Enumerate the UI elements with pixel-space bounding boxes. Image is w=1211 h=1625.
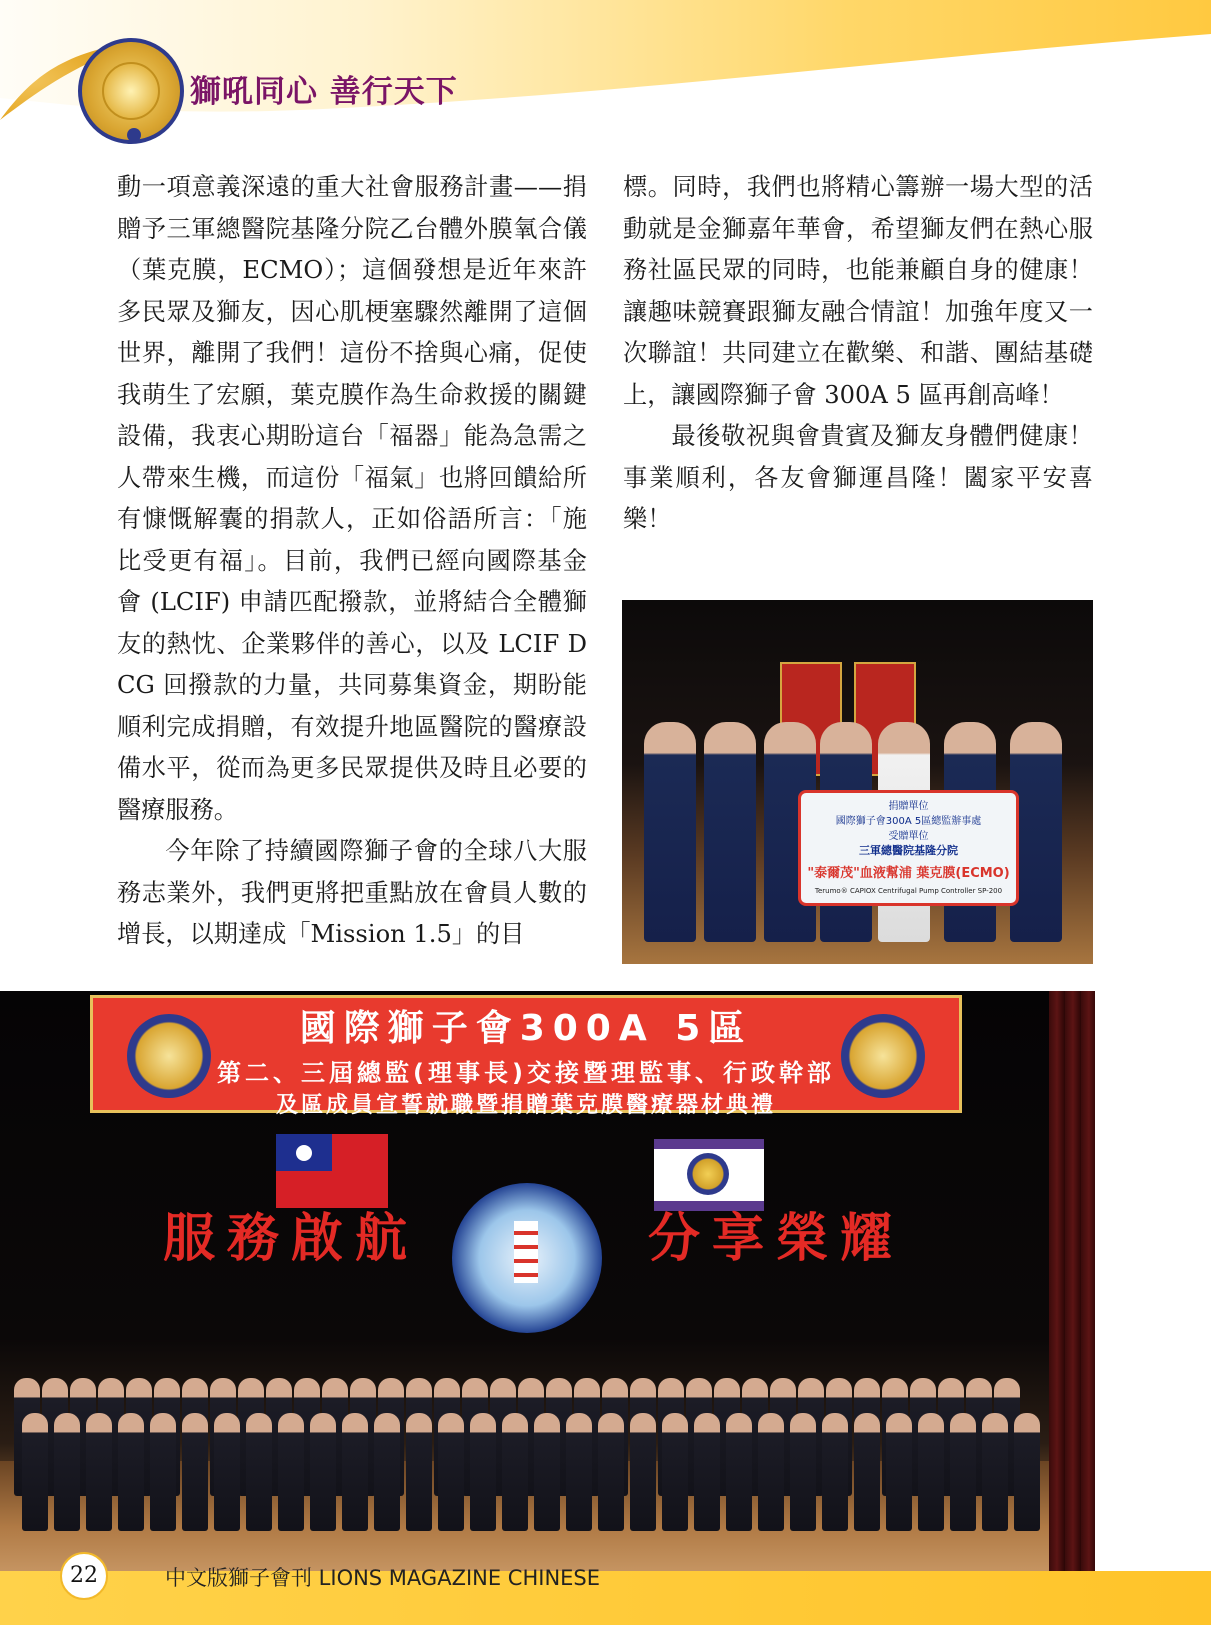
crowd-person [758, 1413, 784, 1531]
district-lighthouse-badge-icon [452, 1183, 602, 1333]
crowd-person [438, 1413, 464, 1531]
sign-line: 國際獅子會300A 5區總監辦事處 [835, 816, 982, 827]
article-left-column [117, 167, 587, 956]
crowd-front-row [10, 1411, 1050, 1531]
stage-banner [90, 995, 962, 1118]
district-badge-icon [841, 1014, 925, 1098]
lions-district-logo [78, 38, 184, 144]
crowd-person [566, 1413, 592, 1531]
photo-person [704, 722, 756, 942]
slogan-left: 服務啟航 [163, 1208, 420, 1269]
crowd-person [534, 1413, 560, 1531]
banner-line: 第二、三屆總監(理事長)交接暨理監事、行政幹部 [217, 1059, 835, 1087]
crowd-person [214, 1413, 240, 1531]
crowd-person [822, 1413, 848, 1531]
slogan-right: 分享榮耀 [648, 1208, 905, 1269]
crowd-person [726, 1413, 752, 1531]
sign-line: 受贈單位 [888, 831, 929, 842]
lions-l-icon [127, 128, 141, 142]
lions-international-badge-icon [127, 1014, 211, 1098]
crowd-person [598, 1413, 624, 1531]
logo-emblem-icon [102, 62, 160, 120]
crowd-person [22, 1413, 48, 1531]
sign-line: 捐贈單位 [888, 801, 929, 812]
donation-ceremony-photo [622, 600, 1093, 964]
banner-line: 國際獅子會300A 5區 [299, 1008, 753, 1049]
crowd-person [662, 1413, 688, 1531]
crowd-person [342, 1413, 368, 1531]
magazine-title: 中文版獅子會刊 LIONS MAGAZINE CHINESE [165, 1566, 601, 1590]
page-number: 22 [60, 1552, 108, 1600]
crowd-person [86, 1413, 112, 1531]
stage-group-photo [0, 991, 1095, 1571]
sign-line: Terumo® CAPIOX Centrifugal Pump Controller SP-200 [814, 887, 1003, 895]
article-paragraph: 最後敬祝與會貴賓及獅友身體們健康！事業順利，各友會獅運昌隆！闔家平安喜樂！ [623, 422, 1093, 533]
crowd-person [630, 1413, 656, 1531]
crowd-person [950, 1413, 976, 1531]
sign-line: 三軍總醫院基隆分院 [859, 844, 958, 857]
photo-person [644, 722, 696, 942]
sign-line: "泰爾茂"血液幫浦 葉克膜(ECMO) [807, 866, 1010, 881]
crowd-person [150, 1413, 176, 1531]
article-paragraph: 動一項意義深遠的重大社會服務計畫——捐贈予三軍總醫院基隆分院乙台體外膜氧合儀（葉克膜，ECMO）；這個發想是近年來許多民眾及獅友，因心肌梗塞驟然離開了這個世界，離開了我們！這份不捨與心痛，促使我萌生了宏願，葉克膜作為生命救援的關鍵設備，我衷心期盼這台「福器」能為急需之人帶來生機，而這份「福氣」也將回饋給所有慷慨解囊的捐款人，正如俗語所言：「施比受更有福」。目前，我們已經向國際基金會 (LCIF) 申請匹配撥款，並將結合全體獅友的熱忱、企業夥伴的善心，以及 LCIF DCG 回撥款的力量，共同募集資金，期盼能順利完成捐贈，有效提升地區醫院的醫療設備水平，從而為更多民眾提供及時且必要的醫療服務。 [117, 173, 587, 824]
crowd-person [790, 1413, 816, 1531]
crowd-person [470, 1413, 496, 1531]
crowd-person [118, 1413, 144, 1531]
crowd-person [182, 1413, 208, 1531]
crowd-person [886, 1413, 912, 1531]
crowd-person [918, 1413, 944, 1531]
crowd-person [278, 1413, 304, 1531]
stage-curtain [1049, 991, 1095, 1571]
crowd-person [246, 1413, 272, 1531]
crowd-person [982, 1413, 1008, 1531]
article-paragraph: 今年除了持續國際獅子會的全球八大服務志業外，我們更將把重點放在會員人數的增長，以期達成「Mission 1.5」的目 [117, 837, 587, 948]
crowd-person [54, 1413, 80, 1531]
crowd-person [1014, 1413, 1040, 1531]
crowd-person [310, 1413, 336, 1531]
crowd-person [502, 1413, 528, 1531]
crowd-person [854, 1413, 880, 1531]
crowd-person [694, 1413, 720, 1531]
article-right-column [623, 167, 1093, 541]
article-paragraph: 標。同時，我們也將精心籌辦一場大型的活動就是金獅嘉年華會，希望獅友們在熱心服務社區民眾的同時，也能兼顧自身的健康！ 讓趣味競賽跟獅友融合情誼！加強年度又一次聯誼！共同建立在歡樂、和諧、團結基礎上，讓國際獅子會 300A 5 區再創高峰！ [623, 173, 1093, 409]
crowd-person [374, 1413, 400, 1531]
banner-line: 及區成員宣誓就職暨捐贈葉克膜醫療器材典禮 [275, 1093, 776, 1118]
crowd-person [406, 1413, 432, 1531]
donation-sign [798, 790, 1019, 906]
header-title: 獅吼同心 善行天下 [190, 74, 458, 110]
